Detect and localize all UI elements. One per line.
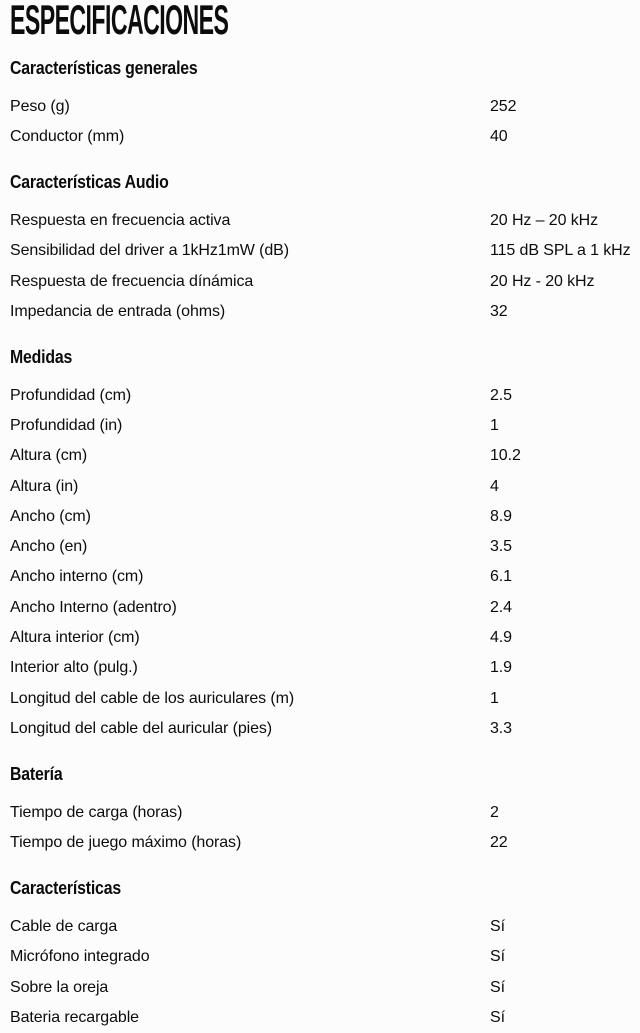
spec-label: Respuesta en frecuencia activa xyxy=(10,211,231,229)
spec-label: Ancho Interno (adentro) xyxy=(10,598,177,616)
spec-label: Sobre la oreja xyxy=(10,978,109,996)
spec-row-altura-interior-cm xyxy=(10,623,630,653)
spec-label: Longitud del cable de los auriculares (m) xyxy=(10,689,295,707)
spec-value: Sí xyxy=(490,918,505,936)
spec-label: Ancho interno (cm) xyxy=(10,568,144,586)
section-header: Características Audio xyxy=(10,171,169,192)
spec-row-profundidad-in xyxy=(10,411,630,441)
spec-value: 22 xyxy=(490,834,508,852)
spec-row-tiempo-carga xyxy=(10,798,630,828)
spec-value: 40 xyxy=(490,128,508,146)
spec-label: Respuesta de frecuencia dínámica xyxy=(10,272,254,290)
spec-value: 1 xyxy=(490,417,499,434)
spec-value: Sí xyxy=(490,948,505,966)
spec-label: Ancho (en) xyxy=(10,538,88,556)
spec-row-sensibilidad xyxy=(10,236,630,266)
spec-value: 10.2 xyxy=(490,447,521,465)
section-header: Características generales xyxy=(10,57,198,78)
spec-row-cable-carga xyxy=(10,912,630,942)
spec-row-ancho-interno-cm xyxy=(10,562,630,592)
spec-value: 20 Hz - 20 kHz xyxy=(490,272,595,290)
spec-label: Cable de carga xyxy=(10,918,118,936)
spec-row-sobre-oreja xyxy=(10,973,630,1003)
spec-row-altura-in xyxy=(10,471,630,501)
section-header: Características xyxy=(10,878,121,899)
spec-row-ancho-cm xyxy=(10,502,630,532)
spec-label: Altura (in) xyxy=(10,477,79,495)
spec-row-longitud-cable-pies xyxy=(10,714,630,744)
spec-label: Altura (cm) xyxy=(10,447,88,465)
spec-value: 115 dB SPL a 1 kHz xyxy=(490,242,631,260)
spec-row-ancho-en xyxy=(10,532,630,562)
spec-label: Peso (g) xyxy=(10,97,70,115)
spec-row-profundidad-cm xyxy=(10,381,630,411)
spec-value: 1.9 xyxy=(490,659,512,677)
spec-label: Interior alto (pulg.) xyxy=(10,659,138,677)
spec-row-tiempo-juego xyxy=(10,828,630,858)
spec-row-respuesta-dinamica xyxy=(10,266,630,296)
spec-value: 1 xyxy=(490,689,499,707)
spec-label: Impedancia de entrada (ohms) xyxy=(10,302,226,320)
section-bateria xyxy=(10,763,630,858)
spec-row-respuesta-activa xyxy=(10,206,630,236)
spec-value: 3.5 xyxy=(490,538,512,556)
page-title: ESPECIFICACIONES xyxy=(10,0,229,43)
spec-label: Profundidad (cm) xyxy=(10,386,132,404)
section-medidas xyxy=(10,346,630,744)
spec-label: Micrófono integrado xyxy=(10,948,150,966)
spec-value: 4.9 xyxy=(490,629,512,647)
spec-value: 2.5 xyxy=(490,386,512,404)
spec-row-altura-cm xyxy=(10,441,630,471)
spec-value: 4 xyxy=(490,477,499,495)
spec-label: Profundidad (in) xyxy=(10,417,123,434)
section-caracteristicas xyxy=(10,877,630,1033)
section-caracteristicas-generales xyxy=(10,57,630,152)
spec-value: Sí xyxy=(490,978,505,996)
spec-row-bateria-recargable xyxy=(10,1003,630,1033)
spec-value: Sí xyxy=(490,1008,505,1026)
spec-value: 252 xyxy=(490,97,517,115)
spec-label: Conductor (mm) xyxy=(10,128,125,146)
spec-label: Altura interior (cm) xyxy=(10,629,140,647)
spec-label: Ancho (cm) xyxy=(10,507,91,525)
spec-row-interior-alto xyxy=(10,653,630,683)
spec-value: 8.9 xyxy=(490,507,512,525)
spec-value: 2 xyxy=(490,803,499,821)
spec-value: 2.4 xyxy=(490,598,512,616)
spec-row-peso xyxy=(10,92,630,122)
spec-row-microfono xyxy=(10,942,630,972)
spec-value: 6.1 xyxy=(490,568,512,586)
spec-row-longitud-cable-m xyxy=(10,684,630,714)
spec-label: Tiempo de carga (horas) xyxy=(10,803,183,821)
spec-label: Longitud del cable del auricular (pies) xyxy=(10,719,273,737)
spec-value: 32 xyxy=(490,302,508,320)
spec-value: 20 Hz – 20 kHz xyxy=(490,211,598,229)
section-header: Medidas xyxy=(10,346,73,367)
spec-value: 3.3 xyxy=(490,719,512,737)
spec-row-conductor xyxy=(10,122,630,152)
spec-row-impedancia xyxy=(10,297,630,327)
spec-row-ancho-interno-adentro xyxy=(10,593,630,623)
spec-label: Sensibilidad del driver a 1kHz1mW (dB) xyxy=(10,242,289,260)
spec-label: Tiempo de juego máximo (horas) xyxy=(10,834,242,852)
spec-label: Bateria recargable xyxy=(10,1008,139,1026)
section-caracteristicas-audio xyxy=(10,171,630,327)
section-header: Batería xyxy=(10,763,63,784)
